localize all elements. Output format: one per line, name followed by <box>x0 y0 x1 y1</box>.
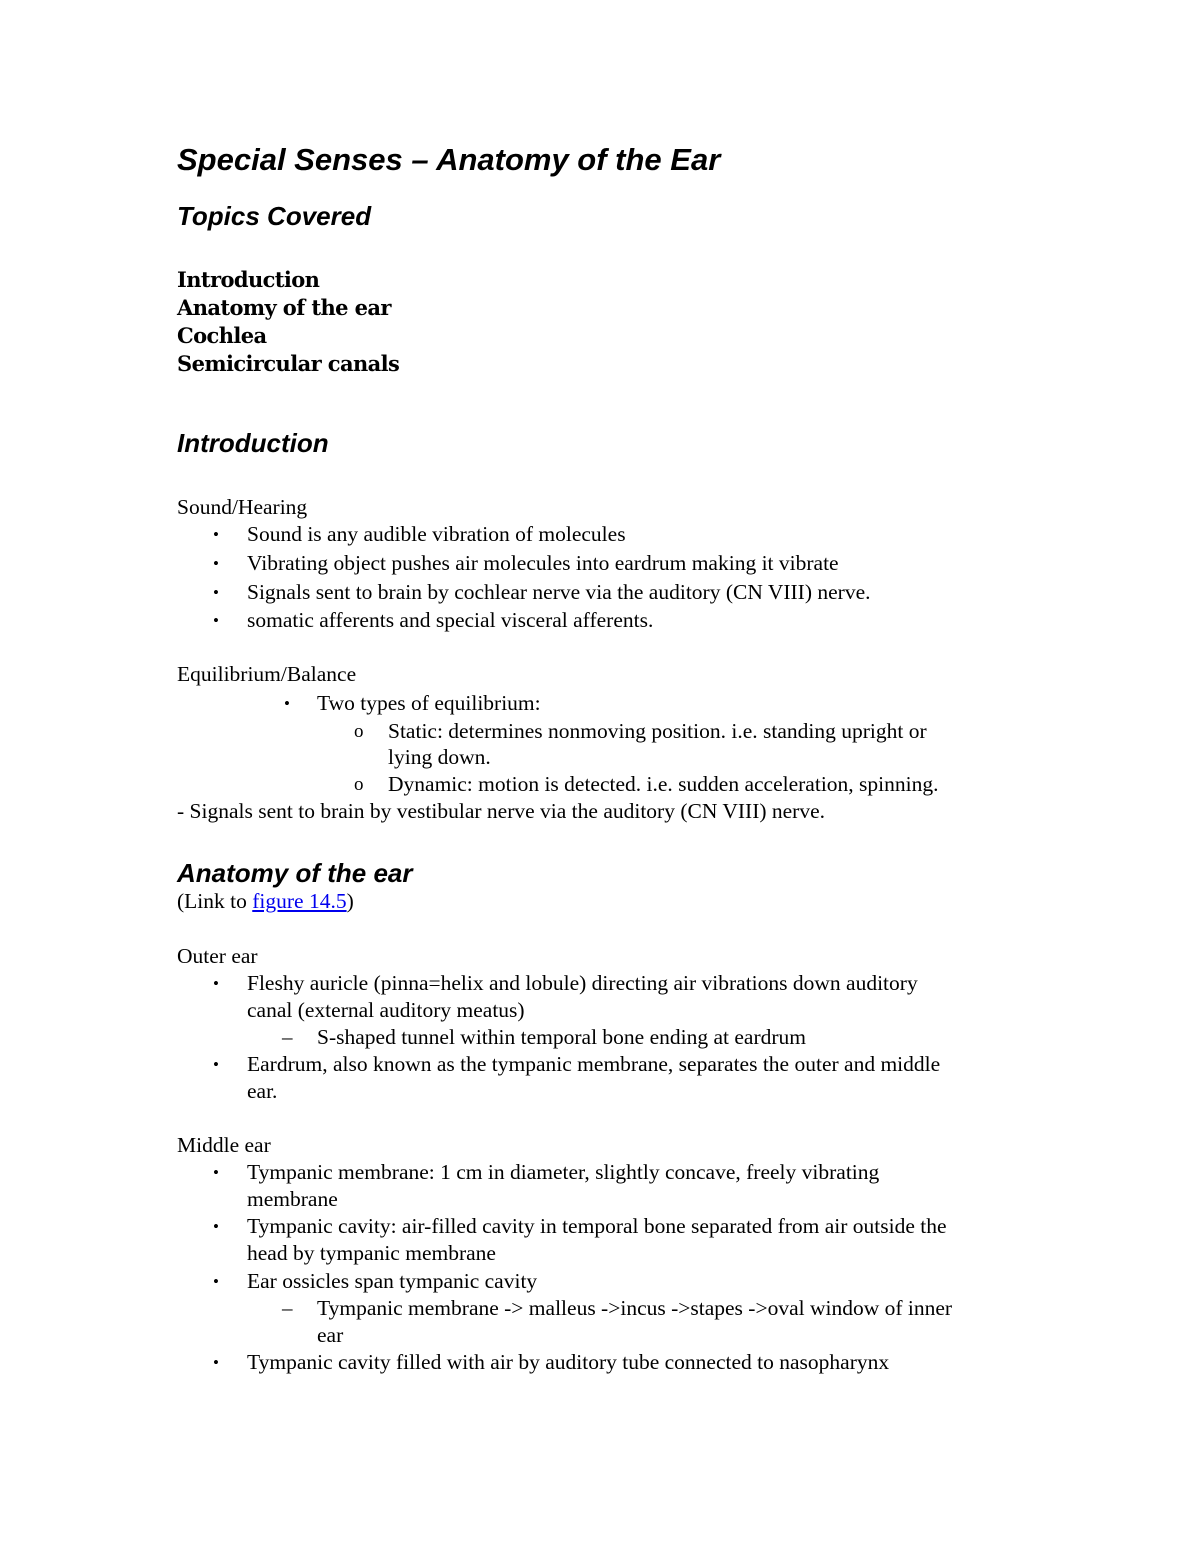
bullet-icon: • <box>213 1163 219 1182</box>
topics-heading: Topics Covered <box>177 201 372 231</box>
list-item-continuation: canal (external auditory meatus) <box>247 998 525 1022</box>
list-item-continuation: ear. <box>247 1079 278 1103</box>
list-item: Eardrum, also known as the tympanic membrane, separates the outer and middle <box>247 1052 941 1076</box>
bullet-icon: • <box>213 525 219 544</box>
link-suffix: ) <box>346 889 354 913</box>
dash-bullet-icon: – <box>282 1296 293 1320</box>
sound-hearing-label: Sound/Hearing <box>177 495 308 519</box>
bullet-icon: • <box>213 611 219 630</box>
anatomy-heading: Anatomy of the ear <box>177 858 413 888</box>
topic-item: Cochlea <box>177 323 267 348</box>
list-item: Two types of equilibrium: <box>317 691 541 715</box>
list-item-continuation: membrane <box>247 1187 338 1211</box>
list-item: Signals sent to brain by cochlear nerve via the auditory (CN VIII) nerve. <box>247 580 871 604</box>
bullet-icon: • <box>213 583 219 602</box>
list-item: Tympanic cavity filled with air by auditory tube connected to nasopharynx <box>247 1350 890 1374</box>
circle-bullet-icon: o <box>354 774 364 795</box>
sub-list-item: Static: determines nonmoving position. i.e. standing upright or <box>388 719 927 743</box>
list-item: Vibrating object pushes air molecules into eardrum making it vibrate <box>247 551 839 575</box>
middle-ear-label: Middle ear <box>177 1133 271 1157</box>
sub-list-item: S-shaped tunnel within temporal bone ending at eardrum <box>317 1025 806 1049</box>
sub-list-item: Tympanic membrane -> malleus ->incus ->stapes ->oval window of inner <box>317 1296 953 1320</box>
bullet-icon: • <box>213 554 219 573</box>
circle-bullet-icon: o <box>354 721 364 742</box>
topic-item: Anatomy of the ear <box>177 295 391 320</box>
bullet-icon: • <box>284 694 290 713</box>
equilibrium-balance-label: Equilibrium/Balance <box>177 662 357 686</box>
list-item: Ear ossicles span tympanic cavity <box>247 1269 538 1293</box>
vestibular-note: - Signals sent to brain by vestibular nerve via the auditory (CN VIII) nerve. <box>177 799 826 823</box>
list-item: Tympanic membrane: 1 cm in diameter, slightly concave, freely vibrating <box>247 1160 880 1184</box>
topic-item: Introduction <box>177 267 320 292</box>
bullet-icon: • <box>213 974 219 993</box>
sub-list-item-continuation: lying down. <box>388 745 491 769</box>
list-item-continuation: head by tympanic membrane <box>247 1241 496 1265</box>
list-item: Sound is any audible vibration of molecules <box>247 522 626 546</box>
bullet-icon: • <box>213 1055 219 1074</box>
list-item: Fleshy auricle (pinna=helix and lobule) directing air vibrations down auditory <box>247 971 918 995</box>
introduction-heading: Introduction <box>177 428 329 458</box>
outer-ear-label: Outer ear <box>177 944 258 968</box>
sub-list-item-continuation: ear <box>317 1323 344 1347</box>
topic-item: Semicircular canals <box>177 351 400 376</box>
bullet-icon: • <box>213 1353 219 1372</box>
list-item: Tympanic cavity: air-filled cavity in temporal bone separated from air outside the <box>247 1214 947 1238</box>
sub-list-item: Dynamic: motion is detected. i.e. sudden acceleration, spinning. <box>388 772 939 796</box>
document-title: Special Senses – Anatomy of the Ear <box>177 142 721 177</box>
bullet-icon: • <box>213 1217 219 1236</box>
dash-bullet-icon: – <box>282 1025 293 1049</box>
figure-link-line <box>177 888 354 915</box>
figure-link[interactable]: figure 14.5 <box>252 889 347 913</box>
list-item: somatic afferents and special visceral afferents. <box>247 608 654 632</box>
link-prefix: (Link to <box>177 889 253 913</box>
bullet-icon: • <box>213 1272 219 1291</box>
